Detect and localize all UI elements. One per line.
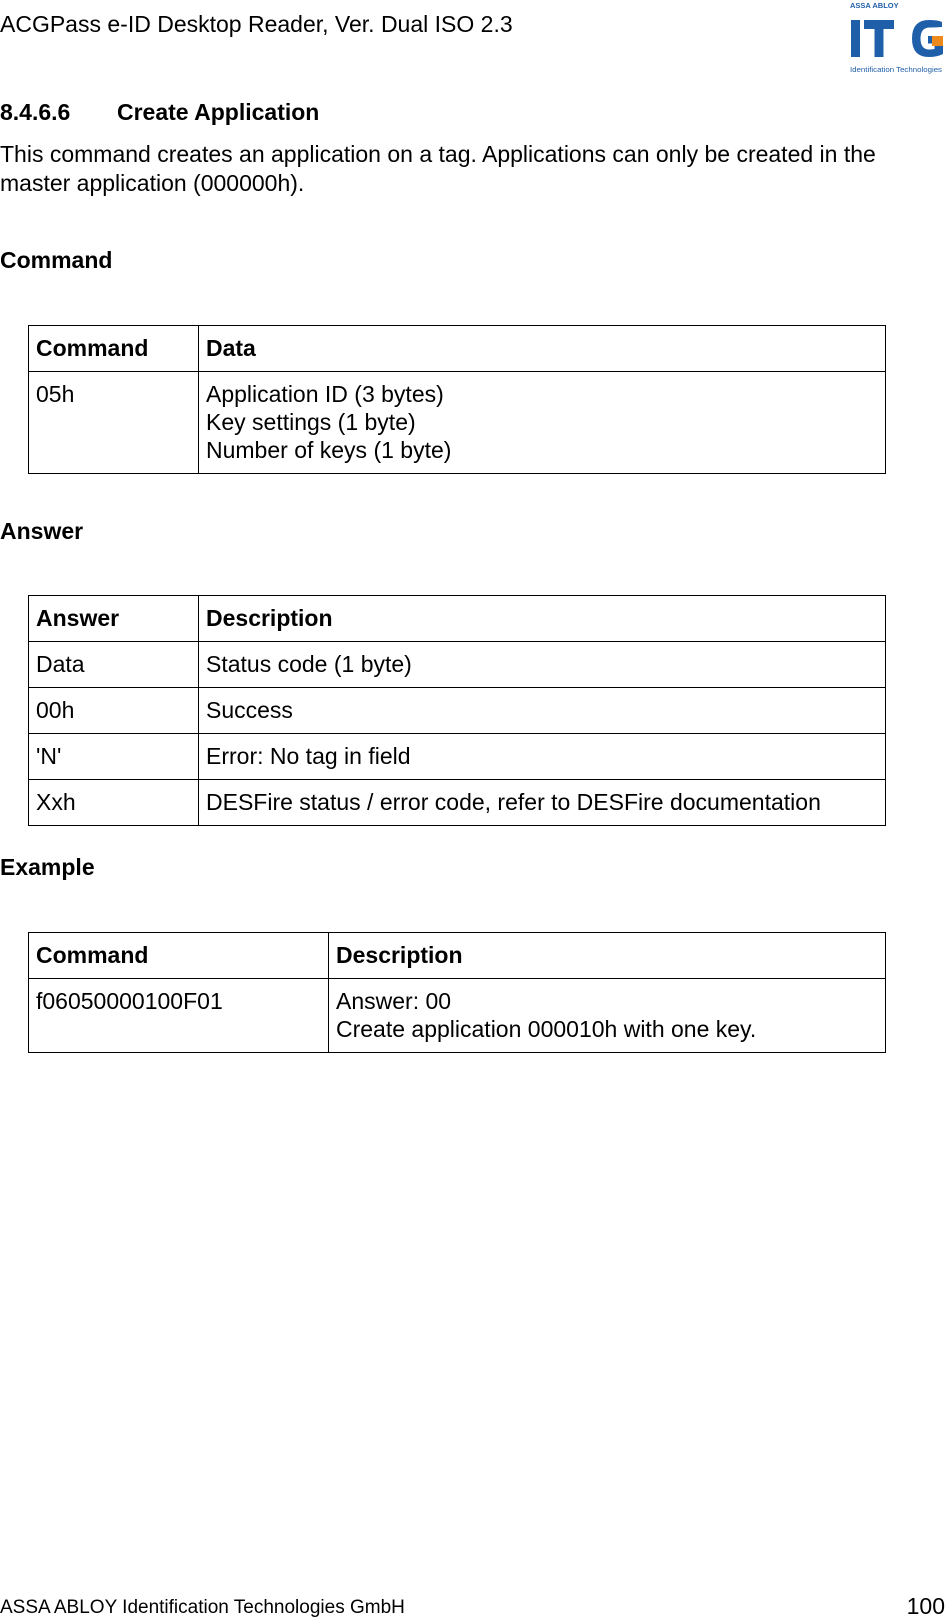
cell-line: Key settings (1 byte) — [206, 409, 416, 435]
answer-table — [28, 595, 886, 826]
example-table — [28, 932, 886, 1053]
logo-letter-i — [851, 20, 860, 57]
table-header-cell: Command — [29, 326, 199, 372]
table-row — [29, 979, 886, 1053]
logo-orange-accent — [932, 36, 943, 46]
footer-company: ASSA ABLOY Identification Technologies GmbH — [0, 1597, 405, 1618]
table-header-row — [29, 326, 886, 372]
logo-letter-t-stem — [875, 20, 884, 57]
cell-line: Application ID (3 bytes) — [206, 381, 444, 407]
cell-line: Answer: 00 — [336, 988, 452, 1014]
section-heading — [0, 99, 319, 126]
table-row — [29, 688, 886, 734]
example-heading: Example — [0, 854, 95, 880]
table-cell: 'N' — [29, 734, 199, 780]
table-header-row — [29, 933, 886, 979]
cell-line: Create application 000010h with one key. — [336, 1016, 757, 1042]
document-header-title: ACGPass e-ID Desktop Reader, Ver. Dual ISO 2.3 — [0, 11, 513, 37]
table-header-cell: Command — [29, 933, 329, 979]
table-cell: Data — [29, 642, 199, 688]
table-cell — [329, 979, 886, 1053]
cell-line: Number of keys (1 byte) — [206, 437, 452, 463]
table-header-row — [29, 596, 886, 642]
table-cell: Error: No tag in field — [199, 734, 886, 780]
table-header-cell: Data — [199, 326, 886, 372]
table-cell — [199, 372, 886, 474]
command-heading: Command — [0, 247, 113, 273]
table-header-cell: Answer — [29, 596, 199, 642]
table-cell: 05h — [29, 372, 199, 474]
table-cell: Success — [199, 688, 886, 734]
table-cell: Status code (1 byte) — [199, 642, 886, 688]
page-number: 100 — [906, 1593, 945, 1619]
section-intro-paragraph: This command creates an application on a tag. Applications can only be created in the master application (000000h). — [0, 141, 876, 196]
table-cell: 00h — [29, 688, 199, 734]
answer-heading: Answer — [0, 518, 84, 544]
itg-logo-graphic — [850, 0, 945, 78]
table-cell: DESFire status / error code, refer to DESFire documentation — [199, 780, 886, 826]
logo-top-text: ASSA ABLOY — [850, 1, 899, 10]
table-row — [29, 780, 886, 826]
table-row — [29, 372, 886, 474]
table-cell: f06050000100F01 — [29, 979, 329, 1053]
table-row — [29, 642, 886, 688]
section-title: Create Application — [117, 99, 320, 125]
table-cell: Xxh — [29, 780, 199, 826]
section-number: 8.4.6.6 — [0, 99, 71, 125]
logo-sub-text: Identification Technologies — [850, 65, 943, 74]
table-header-cell: Description — [199, 596, 886, 642]
itg-logo — [850, 0, 945, 78]
table-row — [29, 734, 886, 780]
command-table — [28, 325, 886, 474]
table-header-cell: Description — [329, 933, 886, 979]
